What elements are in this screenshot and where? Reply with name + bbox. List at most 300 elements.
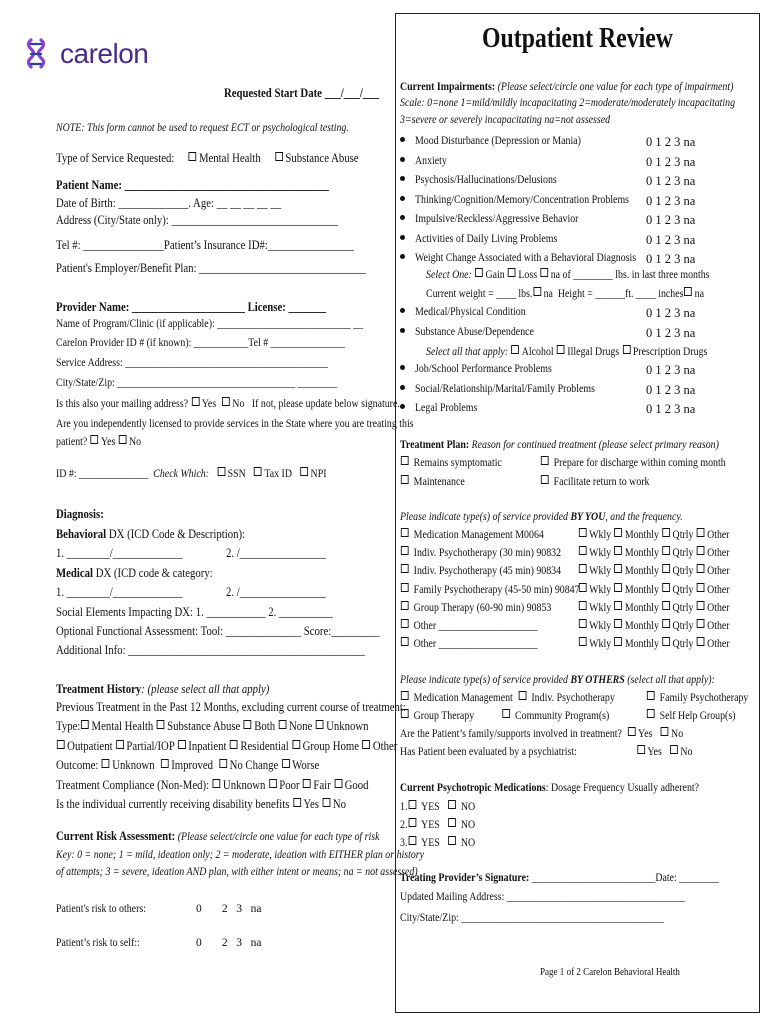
impairment-label: Medical/Physical Condition [415, 306, 526, 318]
mental-health-checkbox[interactable] [189, 152, 197, 161]
disability-yes-checkbox[interactable] [293, 798, 301, 807]
behavioral-dx-heading [56, 527, 245, 542]
setting-partial-checkbox[interactable] [116, 740, 124, 749]
compliance-good-checkbox[interactable] [334, 779, 342, 788]
employer-field[interactable]: Patient's Employer/Benefit Plan: _______________________________ [56, 261, 366, 275]
type-unknown-checkbox[interactable] [316, 720, 324, 729]
scale-line1: Scale: 0=none 1=mild/mildly incapacitating 2=moderate/moderately incapacitating [400, 97, 736, 109]
maintenance-label: Maintenance [413, 476, 465, 488]
plan-opt-work [540, 475, 650, 488]
setting-outpatient-checkbox[interactable] [57, 740, 65, 749]
impairments-list-3 [400, 363, 750, 422]
other-freq-checkbox[interactable] [697, 619, 705, 628]
monthly-checkbox[interactable] [614, 528, 622, 537]
outcome-unknown-checkbox[interactable] [102, 759, 110, 768]
outcome-row [56, 758, 319, 773]
mailing-no-checkbox[interactable] [222, 397, 230, 406]
weight-na-label: na [550, 269, 561, 281]
disability-no-checkbox[interactable] [323, 798, 331, 807]
impairment-scale[interactable]: 0 1 2 3 na [646, 174, 696, 188]
behavioral-rest: DX (ICD Code & Description): [106, 527, 246, 541]
impairment-item [400, 155, 750, 175]
height-na-label: na [694, 288, 705, 300]
outcome-improved-label: Improved [171, 758, 214, 772]
type-both-label: Both [254, 719, 276, 733]
return-to-work-label: Facilitate return to work [553, 476, 650, 488]
risk-others-label: Patient's risk to others: [56, 903, 146, 915]
weight-amount-field[interactable]: of ________ lbs. in last three months [562, 269, 710, 281]
id-number-field[interactable]: ID #: ______________ [56, 468, 149, 480]
service-label: Group Therapy (60-90 min) 90853 [413, 601, 552, 614]
impairment-scale[interactable]: 0 1 2 3 na [646, 213, 696, 227]
others-family-checkbox[interactable] [647, 691, 655, 700]
diagnosis-heading: Diagnosis: [56, 507, 104, 521]
med-yes-label: YES [421, 819, 440, 831]
wkly-checkbox[interactable] [579, 546, 587, 555]
form-title: Outpatient Review [482, 22, 673, 54]
behavioral-dx-1[interactable]: 1. ________/_____________ [56, 546, 183, 560]
qtrly-checkbox[interactable] [662, 583, 670, 592]
others-row-1 [400, 691, 615, 704]
by-others-pre: Please indicate type(s) of service provided [400, 674, 571, 686]
qtrly-checkbox[interactable] [662, 528, 670, 537]
type-both-checkbox[interactable] [244, 720, 252, 729]
wkly-checkbox[interactable] [579, 564, 587, 573]
service-checkbox[interactable] [401, 637, 409, 646]
provider-name-text: Provider Name: _____________________ License: _______ [56, 300, 327, 314]
behavioral-dx-2[interactable]: 2. /________________ [226, 546, 326, 560]
alcohol-checkbox[interactable] [511, 345, 519, 354]
other-freq-label: Other [707, 529, 730, 541]
med-no-checkbox[interactable] [448, 818, 456, 827]
impairment-item [400, 174, 750, 194]
service-row [400, 583, 755, 601]
substance-abuse-checkbox[interactable] [275, 152, 283, 161]
qtrly-label: Qtrly [672, 601, 694, 614]
tel-insurance-field[interactable]: Tel #: _______________Patient’s Insurance ID#:________________ [56, 238, 354, 252]
psych-yes-label: Yes [647, 746, 662, 758]
setting-other-label: Other [372, 739, 398, 753]
other-freq-checkbox[interactable] [697, 564, 705, 573]
qtrly-checkbox[interactable] [662, 637, 670, 646]
risk-label: Current Risk Assessment: [56, 829, 176, 843]
illegal-drugs-checkbox[interactable] [557, 345, 565, 354]
other-freq-label: Other [707, 619, 730, 632]
qtrly-label: Qtrly [672, 547, 694, 560]
compliance-fair-checkbox[interactable] [303, 779, 311, 788]
type-sa-label: Substance Abuse [167, 719, 241, 733]
current-weight-na-label: na [543, 288, 553, 300]
plan-opt-discharge [540, 456, 726, 469]
med-yes-checkbox[interactable] [408, 818, 416, 827]
other-freq-checkbox[interactable] [697, 528, 705, 537]
services-list [400, 528, 755, 655]
service-label[interactable]: Other ____________________ [413, 619, 538, 632]
others-selfhelp-checkbox[interactable] [647, 709, 655, 718]
impairment-scale[interactable]: 0 1 2 3 na [646, 154, 696, 169]
impairment-label: Impulsive/Reckless/Aggressive Behavior [415, 213, 579, 225]
service-row [400, 546, 755, 564]
type-mh-checkbox[interactable] [81, 720, 89, 729]
updated-city-field[interactable]: City/State/Zip: _________________________________________ [400, 912, 665, 924]
city-state-zip-field[interactable]: City/State/Zip: ____________________________________ ________ [56, 377, 338, 389]
monthly-label: Monthly [624, 529, 659, 541]
mailing-question-text: Is this also your mailing address? [56, 398, 189, 410]
impairment-item [400, 363, 750, 383]
carelon-logo-mark-icon [24, 34, 58, 74]
impairment-scale[interactable]: 0 1 2 3 na [646, 252, 696, 266]
compliance-good-label: Good [344, 778, 369, 792]
qtrly-checkbox[interactable] [662, 619, 670, 628]
others-selfhelp-label: Self Help Group(s) [659, 710, 736, 722]
med-yes-checkbox[interactable] [408, 836, 416, 845]
independent-license-answer [56, 435, 141, 448]
disability-row [56, 797, 346, 812]
type-none-label: None [288, 719, 313, 733]
impairment-label: Substance Abuse/Dependence [415, 325, 534, 338]
setting-grouphome-checkbox[interactable] [292, 740, 300, 749]
weight-select-row [426, 268, 710, 281]
npi-checkbox[interactable] [300, 467, 308, 476]
bullet-icon [400, 254, 405, 259]
return-to-work-checkbox[interactable] [541, 475, 549, 484]
medication-row [400, 836, 475, 849]
bullet-icon [400, 196, 405, 201]
service-label: Medication Management M0064 [413, 529, 544, 541]
mailing-no-label: No [232, 398, 245, 410]
compliance-unknown-label: Unknown [222, 778, 266, 792]
psych-no-checkbox[interactable] [670, 745, 678, 754]
provider-name-field[interactable] [56, 300, 326, 315]
impairment-scale[interactable]: 0 1 2 3 na [646, 325, 696, 340]
service-label[interactable]: Other ____________________ [413, 638, 538, 651]
others-row-2 [400, 709, 609, 722]
family-yes-checkbox[interactable] [628, 727, 636, 736]
service-checkbox[interactable] [401, 583, 409, 592]
others-group-checkbox[interactable] [401, 709, 409, 718]
bullet-icon [400, 365, 405, 370]
mailing-address-question [56, 397, 400, 410]
med-number[interactable]: 3. [400, 837, 408, 849]
compliance-unknown-checkbox[interactable] [213, 779, 221, 788]
check-which-label: Check Which: [153, 468, 210, 480]
by-you-bold: BY YOU [570, 511, 606, 523]
wkly-label: Wkly [589, 529, 612, 541]
impairment-label: Social/Relationship/Marital/Family Problems [415, 382, 595, 395]
impairments-heading [400, 81, 733, 93]
qtrly-checkbox[interactable] [662, 564, 670, 573]
bullet-icon [400, 308, 405, 313]
meds-note: : Dosage Frequency Usually adherent? [545, 782, 700, 794]
risk-key-line1: Key: 0 = none; 1 = mild, ideation only; 2 = moderate, ideation with EITHER plan or history [56, 849, 425, 861]
others-community-checkbox[interactable] [502, 709, 510, 718]
service-checkbox[interactable] [401, 546, 409, 555]
wkly-label: Wkly [589, 601, 612, 614]
disability-question: Is the individual currently receiving disability benefits [56, 797, 290, 811]
treatment-history-note: : (please select all that apply) [141, 682, 270, 696]
treatment-setting-row [56, 739, 397, 754]
prescription-drugs-checkbox[interactable] [623, 345, 631, 354]
service-row [400, 528, 755, 546]
plan-opt-remains [400, 456, 502, 469]
med-yes-checkbox[interactable] [408, 800, 416, 809]
setting-partial-label: Partial/IOP [126, 739, 175, 753]
id-row [56, 467, 326, 480]
outcome-unknown-label: Unknown [112, 758, 155, 772]
npi-label: NPI [310, 468, 327, 480]
family-no-label: No [671, 728, 684, 740]
signature-row[interactable] [400, 872, 719, 884]
medical-rest: DX (ICD code & category: [93, 566, 213, 580]
remains-symptomatic-checkbox[interactable] [401, 456, 409, 465]
impairments-label: Current Impairments: [400, 81, 496, 93]
weight-na-checkbox[interactable] [540, 268, 548, 277]
compliance-fair-label: Fair [313, 778, 331, 792]
weight-gain-label: Gain [485, 269, 505, 281]
other-freq-label: Other [707, 565, 730, 578]
psych-no-label: No [680, 746, 693, 758]
outcome-label: Outcome: [56, 758, 99, 772]
service-checkbox[interactable] [401, 601, 409, 610]
wkly-checkbox[interactable] [579, 528, 587, 537]
service-row [400, 637, 755, 655]
risk-assessment-heading [56, 829, 379, 844]
medical-dx-heading [56, 566, 213, 581]
remains-symptomatic-label: Remains symptomatic [413, 457, 502, 469]
impairment-item [400, 213, 750, 233]
height-field[interactable]: Height = ______ft. ____ inches [557, 288, 684, 300]
by-you-heading [400, 511, 683, 523]
type-sa-checkbox[interactable] [157, 720, 165, 729]
current-weight-na-checkbox[interactable] [533, 287, 541, 296]
brand-name: carelon [60, 38, 149, 69]
bullet-icon [400, 176, 405, 181]
substance-abuse-label: Substance Abuse [285, 151, 359, 165]
wkly-label: Wkly [589, 565, 612, 578]
plan-note: Reason for continued treatment (please select primary reason) [469, 439, 719, 451]
family-no-checkbox[interactable] [661, 727, 669, 736]
prescription-drugs-label: Prescription Drugs [632, 346, 708, 358]
plan-opt-maintenance [400, 475, 465, 488]
prepare-discharge-label: Prepare for discharge within coming month [553, 457, 726, 469]
service-row [400, 601, 755, 619]
ssn-checkbox[interactable] [217, 467, 225, 476]
prepare-discharge-checkbox[interactable] [541, 456, 549, 465]
risk-others-scale[interactable]: 0 2 3 na [196, 903, 262, 915]
monthly-label: Monthly [624, 565, 659, 578]
risk-self-label: Patient’s risk to self:: [56, 937, 140, 949]
impairment-scale[interactable]: 0 1 2 3 na [646, 306, 696, 320]
impairment-label: Mood Disturbance (Depression or Mania) [415, 135, 581, 147]
type-mh-label: Mental Health [91, 719, 154, 733]
others-indiv-checkbox[interactable] [519, 691, 527, 700]
monthly-checkbox[interactable] [614, 619, 622, 628]
med-no-checkbox[interactable] [448, 836, 456, 845]
medical-dx-2[interactable]: 2. /________________ [226, 585, 326, 599]
other-freq-checkbox[interactable] [697, 601, 705, 610]
maintenance-checkbox[interactable] [401, 475, 409, 484]
family-question-text: Are the Patient’s family/supports involved in treatment? [400, 728, 622, 740]
setting-inpatient-checkbox[interactable] [178, 740, 186, 749]
other-freq-checkbox[interactable] [697, 583, 705, 592]
psychiatrist-question [400, 745, 692, 758]
compliance-poor-checkbox[interactable] [269, 779, 277, 788]
wkly-checkbox[interactable] [579, 619, 587, 628]
wkly-checkbox[interactable] [579, 601, 587, 610]
setting-inpatient-label: Inpatient [188, 739, 227, 753]
address-field[interactable]: Address (City/State only): _______________________________ [56, 213, 339, 227]
outcome-improved-checkbox[interactable] [161, 759, 169, 768]
other-freq-label: Other [707, 547, 730, 560]
service-checkbox[interactable] [401, 528, 409, 537]
impairment-scale[interactable]: 0 1 2 3 na [646, 193, 696, 208]
medications-heading [400, 782, 699, 794]
weight-gain-checkbox[interactable] [475, 268, 483, 277]
monthly-label: Monthly [624, 638, 659, 651]
scale-line2: 3=severe or severely incapacitating na=not assessed [400, 114, 611, 126]
other-freq-label: Other [707, 601, 730, 614]
setting-residential-label: Residential [240, 739, 289, 753]
type-none-checkbox[interactable] [279, 720, 287, 729]
ssn-label: SSN [227, 468, 246, 480]
impairment-scale[interactable]: 0 1 2 3 na [646, 135, 696, 149]
medication-row [400, 818, 475, 831]
other-freq-checkbox[interactable] [697, 546, 705, 555]
monthly-checkbox[interactable] [614, 583, 622, 592]
service-address-field[interactable]: Service Address: _________________________________________ [56, 357, 328, 369]
qtrly-label: Qtrly [672, 638, 694, 651]
wkly-checkbox[interactable] [579, 583, 587, 592]
outcome-worse-checkbox[interactable] [282, 759, 290, 768]
qtrly-label: Qtrly [672, 529, 694, 541]
other-freq-label: Other [707, 583, 730, 596]
mailing-yes-checkbox[interactable] [191, 397, 199, 406]
service-row [400, 564, 755, 582]
impairment-scale[interactable]: 0 1 2 3 na [646, 382, 696, 397]
impairment-scale[interactable]: 0 1 2 3 na [646, 402, 696, 416]
mailing-question-note: If not, please update below signature. [251, 398, 400, 410]
risk-note: (Please select/circle one value for each type of risk [175, 831, 380, 843]
independent-no-label: No [129, 436, 142, 448]
social-elements-field[interactable]: Social Elements Impacting DX: 1. ___________ 2. __________ [56, 605, 333, 619]
plan-label: Treatment Plan: [400, 439, 470, 451]
impairment-label: Anxiety [415, 154, 447, 167]
bullet-icon [400, 404, 405, 409]
medical-label: Medical [56, 566, 94, 580]
monthly-checkbox[interactable] [614, 637, 622, 646]
service-type-row [56, 151, 359, 166]
mailing-yes-label: Yes [201, 398, 217, 410]
setting-outpatient-label: Outpatient [67, 739, 113, 753]
service-checkbox[interactable] [401, 564, 409, 573]
outcome-nochange-checkbox[interactable] [219, 759, 227, 768]
service-label: Family Psychotherapy (45-50 min) 90847 [413, 583, 580, 596]
impairment-label: Thinking/Cognition/Memory/Concentration Problems [415, 193, 629, 206]
med-yes-label: YES [421, 837, 440, 849]
medical-dx-1[interactable]: 1. ________/_____________ [56, 585, 183, 599]
qtrly-checkbox[interactable] [662, 601, 670, 610]
by-you-pre: Please indicate type(s) of service provided [400, 511, 571, 523]
bullet-icon [400, 235, 405, 240]
current-weight-field[interactable]: Current weight = ____ lbs. [426, 288, 533, 300]
wkly-label: Wkly [589, 583, 612, 596]
bullet-icon [400, 385, 405, 390]
treatment-plan-heading [400, 439, 719, 451]
med-no-checkbox[interactable] [448, 800, 456, 809]
additional-info-field[interactable]: Additional Info: ____________________________________________ [56, 643, 365, 657]
independent-yes-checkbox[interactable] [91, 435, 99, 444]
taxid-checkbox[interactable] [254, 467, 262, 476]
height-na-checkbox[interactable] [684, 287, 692, 296]
monthly-label: Monthly [624, 619, 659, 632]
medication-row [400, 800, 475, 813]
dob-age-field[interactable]: Date of Birth: _____________. Age: __ __ __ __ __ [56, 196, 282, 210]
qtrly-checkbox[interactable] [662, 546, 670, 555]
substance-select-row [426, 345, 707, 358]
service-label: Indiv. Psychotherapy (30 min) 90832 [413, 547, 562, 560]
impairment-item [400, 233, 750, 253]
others-med-mgmt-label: Medication Management [413, 692, 513, 704]
impairments-list-2 [400, 306, 750, 345]
others-med-mgmt-checkbox[interactable] [401, 691, 409, 700]
bullet-icon [400, 137, 405, 142]
by-others-bold: BY OTHERS [570, 674, 625, 686]
monthly-checkbox[interactable] [614, 564, 622, 573]
mental-health-label: Mental Health [198, 151, 261, 165]
compliance-row [56, 778, 368, 793]
independent-no-checkbox[interactable] [119, 435, 127, 444]
functional-assessment-field[interactable]: Optional Functional Assessment: Tool: ______________ Score:_________ [56, 624, 380, 638]
service-checkbox[interactable] [401, 619, 409, 628]
setting-residential-checkbox[interactable] [230, 740, 238, 749]
by-you-post: , and the frequency. [605, 511, 683, 523]
impairments-note: (Please select/circle one value for each type of impairment) [495, 81, 734, 93]
meds-label: Current Psychotropic Medications [400, 782, 546, 794]
impairments-list [400, 135, 750, 272]
others-community-label: Community Program(s) [515, 710, 610, 722]
risk-self-scale[interactable]: 0 2 3 na [196, 937, 262, 949]
other-freq-checkbox[interactable] [697, 637, 705, 646]
compliance-label: Treatment Compliance (Non-Med): [56, 778, 210, 792]
carelon-logo [24, 34, 149, 78]
service-label: Indiv. Psychotherapy (45 min) 90834 [413, 565, 562, 578]
impairment-item [400, 306, 750, 326]
impairment-label: Legal Problems [415, 402, 478, 414]
impairment-item [400, 383, 750, 403]
impairment-scale[interactable]: 0 1 2 3 na [646, 363, 696, 377]
med-number[interactable]: 2. [400, 819, 408, 831]
weight-loss-checkbox[interactable] [508, 268, 516, 277]
updated-mailing-field[interactable]: Updated Mailing Address: ____________________________________ [400, 891, 685, 903]
med-number[interactable]: 1. [400, 801, 408, 813]
psych-yes-checkbox[interactable] [637, 745, 645, 754]
monthly-label: Monthly [624, 583, 659, 596]
monthly-checkbox[interactable] [614, 546, 622, 555]
note-text: NOTE: This form cannot be used to request ECT or psychological testing. [56, 122, 349, 134]
impairment-item [400, 402, 750, 422]
previous-treatment-text: Previous Treatment in the Past 12 Months, excluding current course of treatment: [56, 700, 406, 714]
setting-other-checkbox[interactable] [363, 740, 371, 749]
illegal-drugs-label: Illegal Drugs [567, 346, 620, 358]
monthly-checkbox[interactable] [614, 601, 622, 610]
program-name-field[interactable]: Name of Program/Clinic (if applicable): ___________________________ __ [56, 318, 364, 330]
impairment-scale[interactable]: 0 1 2 3 na [646, 232, 696, 247]
wkly-checkbox[interactable] [579, 637, 587, 646]
requested-start-date[interactable]: Requested Start Date ___/___/___ [224, 86, 379, 100]
signature-field[interactable]: _________________________Date: ________ [529, 872, 719, 884]
carelon-id-field[interactable]: Carelon Provider ID # (if known): ___________Tel # _______________ [56, 337, 345, 349]
patient-name-field[interactable]: Patient Name: ______________________________________ [56, 178, 329, 192]
